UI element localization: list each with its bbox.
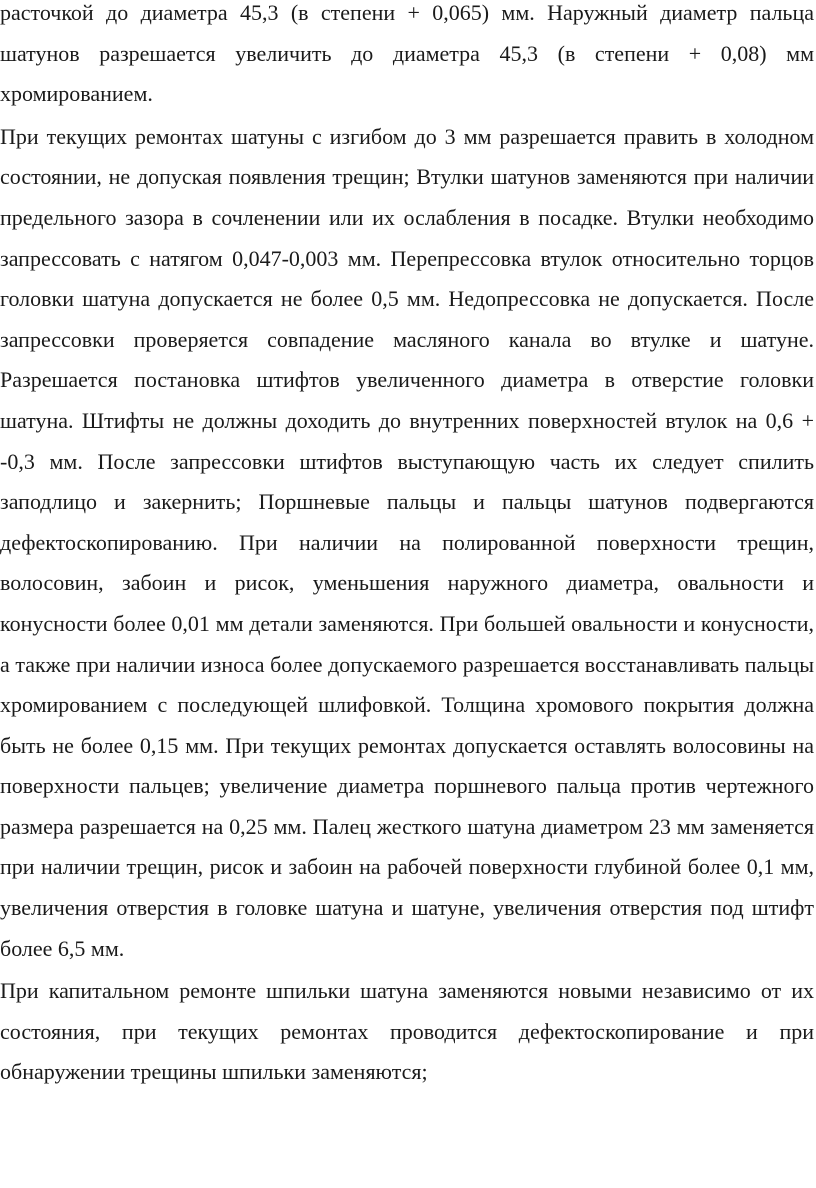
paragraph-2: При текущих ремонтах шатуны с изгибом до 3 мм разрешается править в холодном состоянии, не допуская появления трещин; Втулки шатунов заменяются при наличии предельного зазора в сочленении или их ослабления в посадке. Втулки необходимо запрессовать с натягом 0,047-0,003 мм. Перепрессовка втулок относительно торцов головки шатуна допускается не более 0,5 мм. Недопрессовка не допускается. После запрессовки проверяется совпадение масляного канала во втулке и шатуне. Разрешается постановка штифтов увеличенного диаметра в отверстие головки шатуна. Штифты не должны доходить до внутренних поверхностей втулок на 0,6 + -0,3 мм. После запрессовки штифтов выступающую часть их следует спилить заподлицо и закернить; Поршневые пальцы и пальцы шатунов подвергаются дефектоскопированию. При наличии на полированной поверхности трещин, волосовин, забоин и рисок, уменьшения наружного диаметра, овальности и конусности более 0,01 мм детали заменяются. При большей овальности и конусности, а также при наличии износа более допускаемого разрешается восстанавливать пальцы хромированием с последующей шлифовкой. Толщина хромового покрытия должна быть не более 0,15 мм. При текущих ремонтах допускается оставлять волосовины на поверхности пальцев; увеличение диаметра поршневого пальца против чертежного размера разрешается на 0,25 мм. Палец жесткого шатуна диаметром 23 мм заменяется при наличии трещин, рисок и забоин на рабочей поверхности глубиной более 0,1 мм, увеличения отверстия в головке шатуна и шатуне, увеличения отверстия под штифт более 6,5 мм. [0, 123, 814, 961]
paragraph-1: расточкой до диаметра 45,3 (в степени + 0,065) мм. Наружный диаметр пальца шатунов разрешается увеличить до диаметра 45,3 (в степени + 0,08) мм хромированием. [0, 0, 814, 107]
paragraph-3: При капитальном ремонте шпильки шатуна заменяются новыми независимо от их состояния, при текущих ремонтах проводится дефектоскопирование и при обнаружении трещины шпильки заменяются; [0, 978, 814, 1085]
